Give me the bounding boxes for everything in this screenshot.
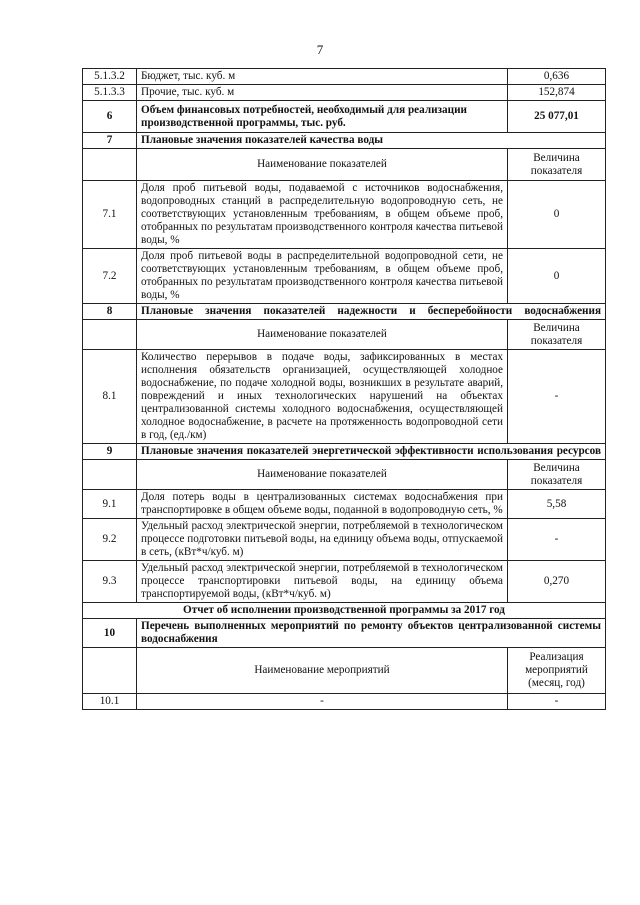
production-program-table xyxy=(82,68,606,710)
page-number: 7 xyxy=(316,42,324,57)
column-header-value: Реализация мероприятий (месяц, год) xyxy=(508,648,606,694)
row-number: 5.1.3.3 xyxy=(83,85,137,101)
section-header-row xyxy=(83,304,606,320)
table-row xyxy=(83,350,606,444)
table-row xyxy=(83,85,606,101)
row-name: Удельный расход электрической энергии, потребляемой в технологическом процессе подготовки питьевой воды, на единицу объема воды, отпускаемой в сеть, (кВт*ч/куб. м) xyxy=(137,519,508,561)
empty-cell xyxy=(83,149,137,181)
row-name: Бюджет, тыс. куб. м xyxy=(137,69,508,85)
row-value: - xyxy=(508,694,606,710)
row-value: 0,636 xyxy=(508,69,606,85)
table-row xyxy=(83,561,606,603)
section-number: 10 xyxy=(83,619,137,648)
column-header-name: Наименование показателей xyxy=(137,460,508,490)
table-row xyxy=(83,490,606,519)
section-header-row xyxy=(83,619,606,648)
row-number: 7.1 xyxy=(83,181,137,249)
row-value: 0 xyxy=(508,249,606,304)
row-value: - xyxy=(508,519,606,561)
section-number: 9 xyxy=(83,444,137,460)
section-title: Перечень выполненных мероприятий по ремонту объектов централизованной системы водоснабжения xyxy=(137,619,606,648)
column-header-value: Величина показателя xyxy=(508,149,606,181)
section-title: Плановые значения показателей надежности и бесперебойности водоснабжения xyxy=(137,304,606,320)
row-number: 9.2 xyxy=(83,519,137,561)
table-row xyxy=(83,694,606,710)
row-number: 5.1.3.2 xyxy=(83,69,137,85)
row-name: Удельный расход электрической энергии, потребляемой в технологическом процессе транспортировки питьевой воды, на единицу объема транспортируемой воды, (кВт*ч/куб. м) xyxy=(137,561,508,603)
row-name: Доля проб питьевой воды в распределительной водопроводной сети, не соответствующих установленным требованиям, в общем объеме проб, отобранных по результатам производственного контроля качества питьевой воды, % xyxy=(137,249,508,304)
row-value: 25 077,01 xyxy=(508,101,606,133)
row-name: Объем финансовых потребностей, необходимый для реализации производственной программы, тыс. руб. xyxy=(137,101,508,133)
table-row xyxy=(83,101,606,133)
row-value: 5,58 xyxy=(508,490,606,519)
empty-cell xyxy=(83,320,137,350)
row-value: 0 xyxy=(508,181,606,249)
column-header-name: Наименование мероприятий xyxy=(137,648,508,694)
section-header-row xyxy=(83,133,606,149)
column-header-name: Наименование показателей xyxy=(137,320,508,350)
row-name: Доля потерь воды в централизованных системах водоснабжения при транспортировке в общем объеме воды, поданной в водопроводную сеть, % xyxy=(137,490,508,519)
row-value: - xyxy=(508,350,606,444)
row-name: Количество перерывов в подаче воды, зафиксированных в местах исполнения обязательств организацией, осуществляющей холодное водоснабжение, по подаче холодной воды, возникших в результате аварий, повреждений и иных технологических нарушений на объектах централизованной системы холодного водоснабжения, осуществляющей холодное водоснабжение, в расчете на протяженность водопроводной сети в год, (ед./км) xyxy=(137,350,508,444)
table-row xyxy=(83,519,606,561)
report-title-row xyxy=(83,603,606,619)
row-name: Доля проб питьевой воды, подаваемой с источников водоснабжения, водопроводных станций в распределительную водопроводную сеть, не соответствующих установленным требованиям, в общем объеме проб, отобранных по результатам производственного контроля качества питьевой воды, % xyxy=(137,181,508,249)
row-value: 152,874 xyxy=(508,85,606,101)
section-number: 7 xyxy=(83,133,137,149)
column-header-value: Величина показателя xyxy=(508,460,606,490)
row-name: Прочие, тыс. куб. м xyxy=(137,85,508,101)
section-number: 8 xyxy=(83,304,137,320)
row-value: 0,270 xyxy=(508,561,606,603)
row-number: 9.3 xyxy=(83,561,137,603)
row-name: - xyxy=(137,694,508,710)
section-title: Плановые значения показателей энергетической эффективности использования ресурсов xyxy=(137,444,606,460)
row-number: 6 xyxy=(83,101,137,133)
row-number: 10.1 xyxy=(83,694,137,710)
table-row xyxy=(83,181,606,249)
section-title: Плановые значения показателей качества воды xyxy=(137,133,606,149)
section-header-row xyxy=(83,444,606,460)
column-header-row xyxy=(83,320,606,350)
empty-cell xyxy=(83,648,137,694)
row-number: 7.2 xyxy=(83,249,137,304)
table-row xyxy=(83,69,606,85)
column-header-row xyxy=(83,149,606,181)
column-header-value: Величина показателя xyxy=(508,320,606,350)
column-header-row xyxy=(83,460,606,490)
table-row xyxy=(83,249,606,304)
row-number: 8.1 xyxy=(83,350,137,444)
column-header-row xyxy=(83,648,606,694)
row-number: 9.1 xyxy=(83,490,137,519)
report-title: Отчет об исполнении производственной программы за 2017 год xyxy=(83,603,606,619)
empty-cell xyxy=(83,460,137,490)
column-header-name: Наименование показателей xyxy=(137,149,508,181)
